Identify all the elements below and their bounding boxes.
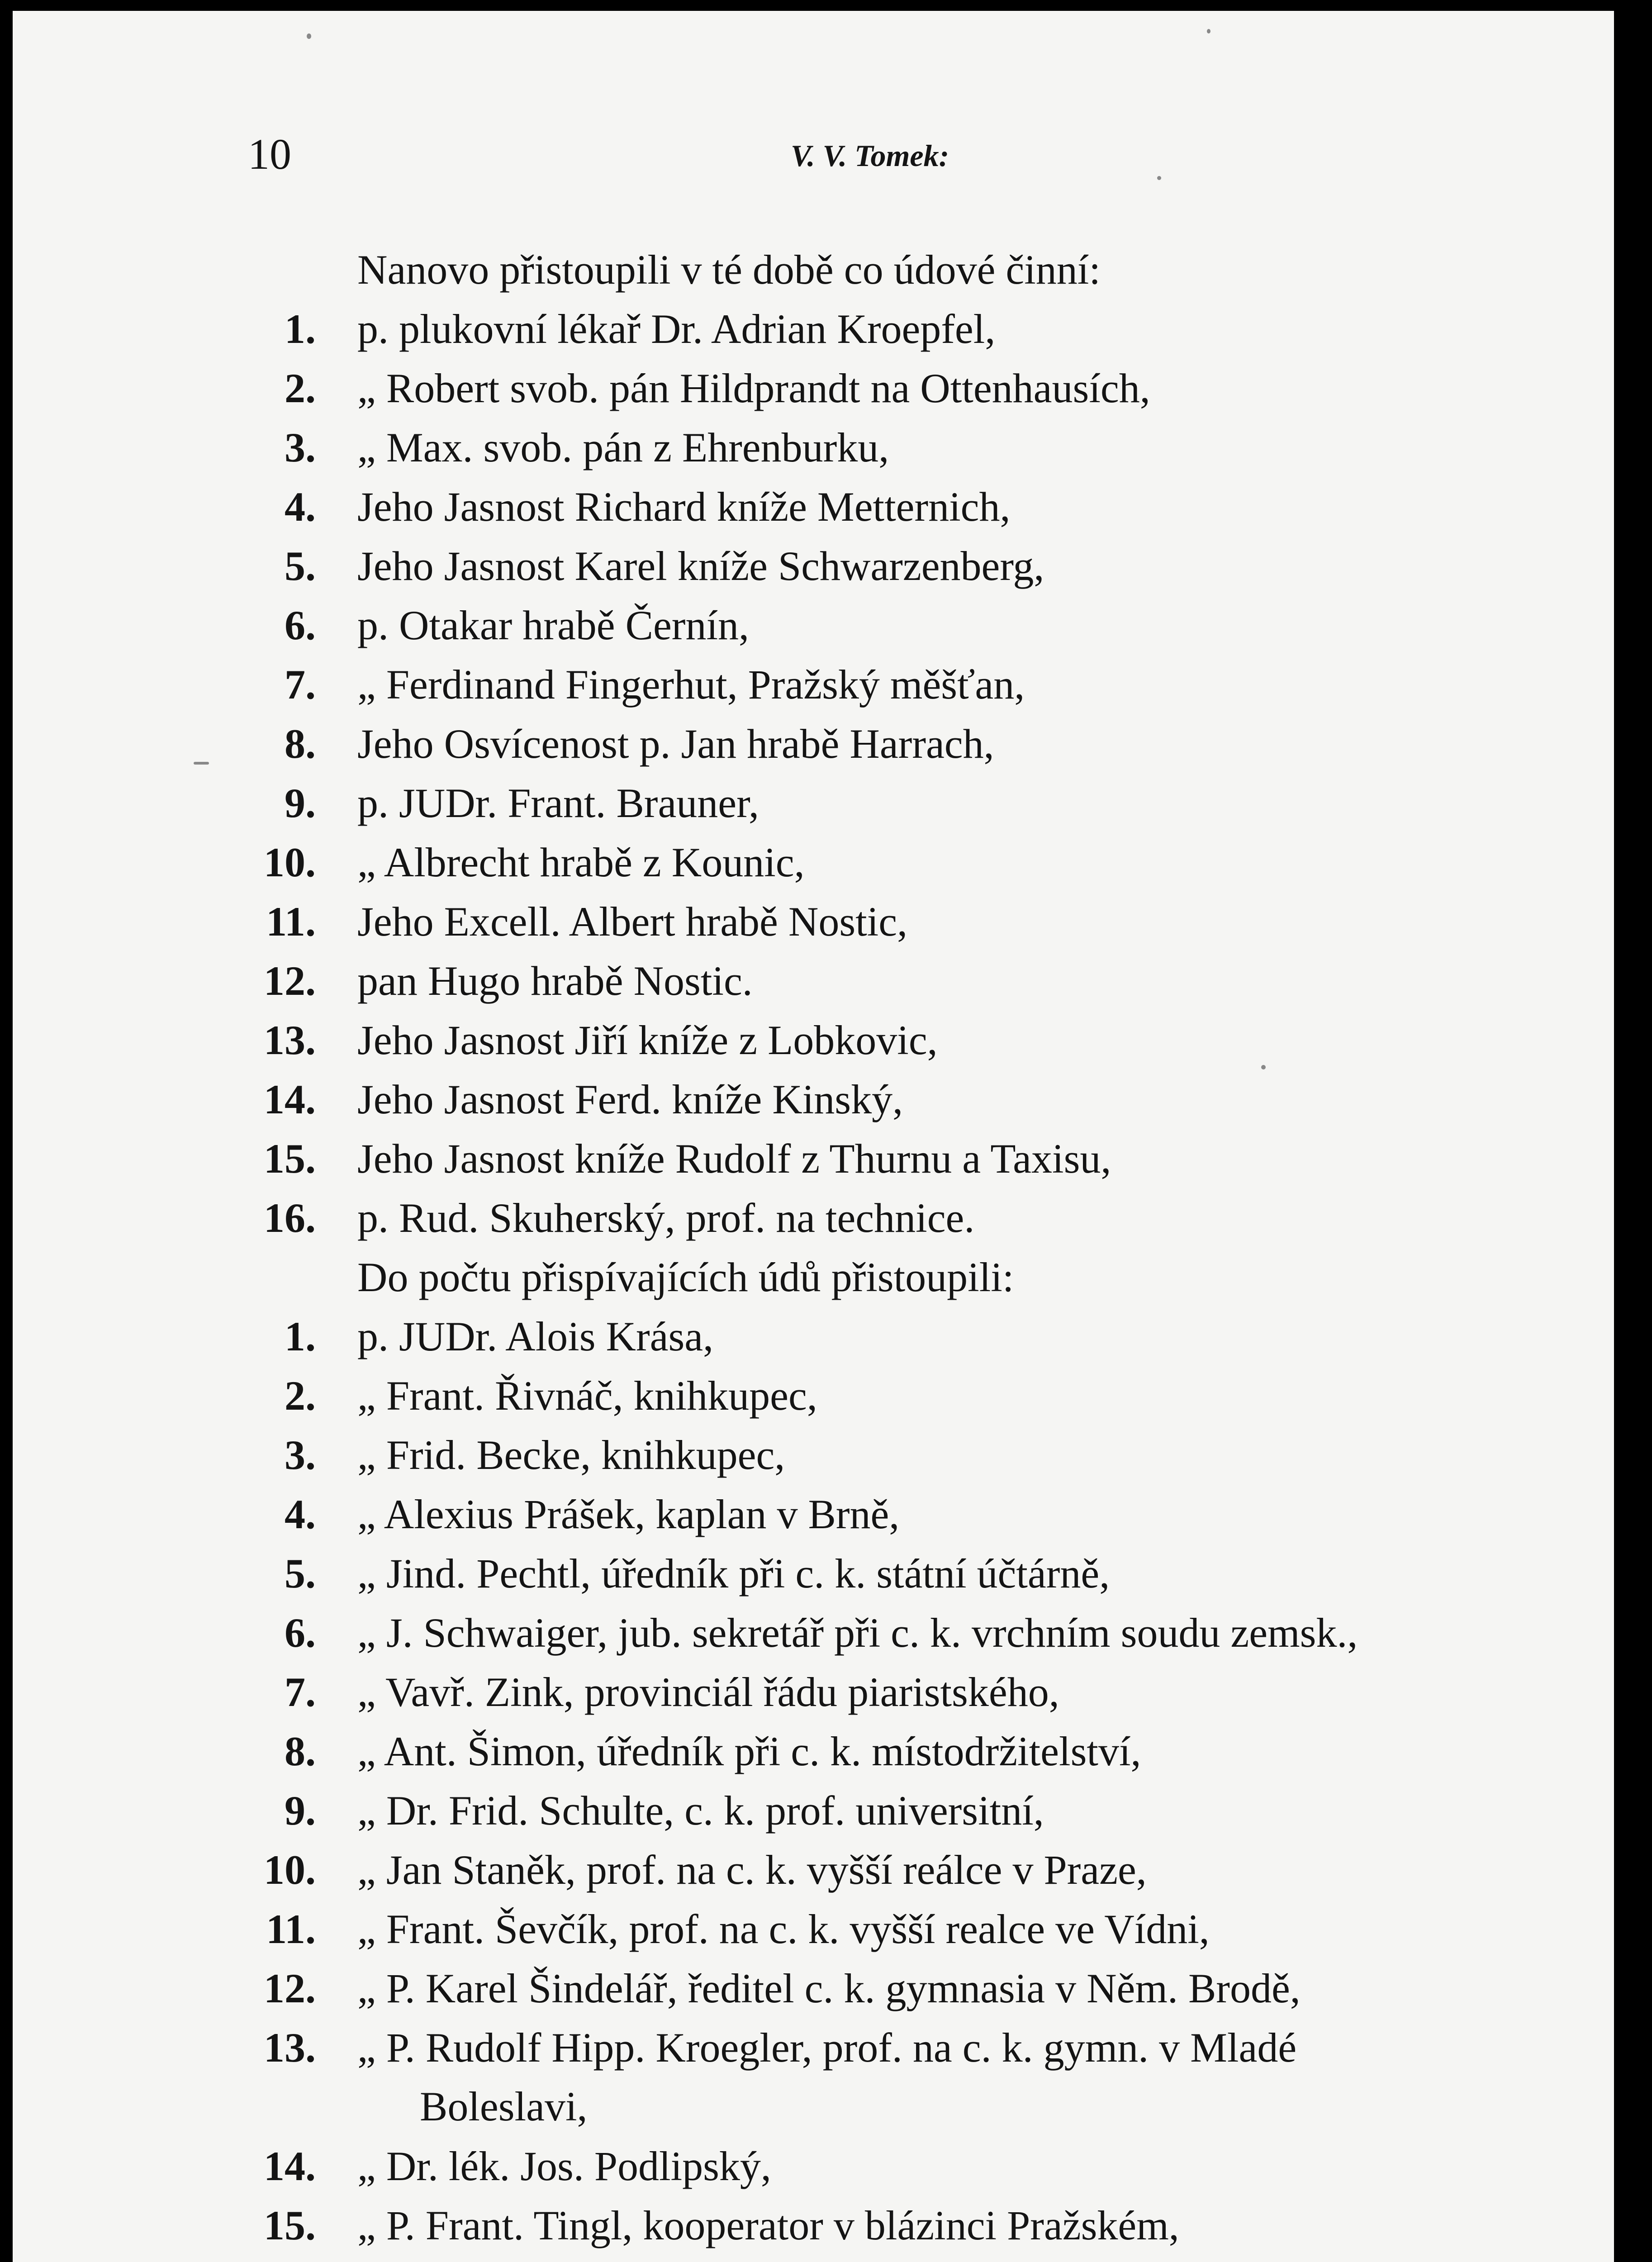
item-text: p. Otakar hrabě Černín, <box>357 602 750 648</box>
item-text: p. JUDr. Frant. Brauner, <box>357 780 760 826</box>
list-item <box>13 480 1614 539</box>
list-item <box>13 894 1614 954</box>
item-text: Jeho Osvícenost p. Jan hrabě Harrach, <box>357 721 994 767</box>
item-text: „ J. Schwaiger, jub. sekretář při c. k. vrchním soudu zemsk., <box>357 1610 1358 1656</box>
list-item <box>13 361 1614 421</box>
item-text: Jeho Jasnost Jiří kníže z Lobkovic, <box>357 1017 938 1063</box>
item-text: „ Dr. Frid. Schulte, c. k. prof. universitní, <box>357 1787 1044 1834</box>
item-number: 14. <box>264 1076 316 1122</box>
item-text: „ P. Frant. Tingl, kooperator v blázinci Pražském, <box>357 2202 1179 2248</box>
item-text: „ Max. svob. pán z Ehrenburku, <box>357 424 889 470</box>
item-number: 8. <box>285 721 316 767</box>
list-item <box>13 657 1614 717</box>
item-text <box>357 2257 1234 2262</box>
list-item <box>13 1783 1614 1843</box>
item-number: 9. <box>285 780 316 826</box>
item-number: 6. <box>285 1610 316 1656</box>
item-text: „ Frant. Řivnáč, knihkupec, <box>357 1373 817 1419</box>
item-text: „ Dr. lék. Jos. Podlipský, <box>357 2143 771 2189</box>
running-head: V. V. Tomek: <box>791 138 949 173</box>
section-heading-active-members: Nanovo přistoupili v té době co údové činní: <box>357 247 1101 293</box>
list-item <box>13 2020 1614 2129</box>
item-number: 12. <box>264 1965 316 2011</box>
item-number: 2. <box>285 1373 316 1419</box>
item-number: 14. <box>264 2143 316 2189</box>
list-item <box>13 1546 1614 1606</box>
list-item <box>13 1191 1614 1250</box>
item-number: 3. <box>285 424 316 470</box>
item-number: 4. <box>285 484 316 530</box>
item-number: 8. <box>285 1728 316 1774</box>
paper-speck <box>1157 176 1161 180</box>
book-page <box>13 11 1614 2262</box>
item-text: Jeho Jasnost Richard kníže Metternich, <box>357 484 1011 530</box>
item-text: „ Robert svob. pán Hildprandt na Ottenhausích, <box>357 365 1150 411</box>
list-item <box>13 1013 1614 1073</box>
item-number: 16. <box>264 1195 316 1241</box>
item-text: p. JUDr. Alois Krása, <box>357 1313 714 1359</box>
item-text: „ P. Karel Šindelář, ředitel c. k. gymnasia v Něm. Brodě, <box>357 1965 1301 2011</box>
item-text-continuation: Boleslavi, <box>420 2083 588 2129</box>
page-number: 10 <box>248 130 291 178</box>
list-item <box>13 1902 1614 1962</box>
section-heading-contributing-members: Do počtu přispívajících údů přistoupili: <box>357 1254 1014 1300</box>
item-text: „ Alexius Prášek, kaplan v Brně, <box>357 1491 900 1537</box>
item-number: 12. <box>264 958 316 1004</box>
item-text: „ Ferdinand Fingerhut, Pražský měšťan, <box>357 661 1025 708</box>
item-text: p. plukovní lékař Dr. Adrian Kroepfel, <box>357 306 996 352</box>
paper-speck <box>194 762 209 765</box>
item-number <box>257 2257 316 2262</box>
item-number: 13. <box>264 1017 316 1063</box>
item-number: 4. <box>285 1491 316 1537</box>
list-item <box>13 1843 1614 1902</box>
item-number: 5. <box>285 543 316 589</box>
item-text: „ Jind. Pechtl, úředník při c. k. státní účtárně, <box>357 1550 1110 1597</box>
list-item <box>13 2198 1614 2258</box>
list-item <box>13 1961 1614 2021</box>
item-number: 10. <box>264 839 316 885</box>
item-number: 1. <box>285 306 316 352</box>
list-item <box>13 1428 1614 1487</box>
list-item <box>13 2257 1614 2262</box>
item-number: 13. <box>264 2024 316 2071</box>
item-number: 11. <box>266 898 316 945</box>
item-text: pan Hugo hrabě Nostic. <box>357 958 753 1004</box>
item-number: 7. <box>285 1669 316 1715</box>
list-item <box>13 598 1614 658</box>
list-item <box>13 1606 1614 1665</box>
paper-speck <box>1261 1065 1266 1069</box>
item-text: p. Rud. Skuherský, prof. na technice. <box>357 1195 975 1241</box>
list-item <box>13 1369 1614 1428</box>
item-text: Jeho Excell. Albert hrabě Nostic, <box>357 898 908 945</box>
list-item <box>13 1665 1614 1725</box>
item-number: 11. <box>266 1906 316 1952</box>
item-number: 5. <box>285 1550 316 1597</box>
list-item <box>13 1072 1614 1132</box>
item-number: 1. <box>285 1313 316 1359</box>
item-text: „ Albrecht hrabě z Kounic, <box>357 839 805 885</box>
item-number: 7. <box>285 661 316 708</box>
list-item <box>13 302 1614 361</box>
item-number: 10. <box>264 1847 316 1893</box>
list-item <box>13 1309 1614 1369</box>
item-number: 9. <box>285 1787 316 1834</box>
paper-speck <box>1207 29 1211 33</box>
item-number: 3. <box>285 1432 316 1478</box>
item-text: Jeho Jasnost Karel kníže Schwarzenberg, <box>357 543 1044 589</box>
list-item <box>13 717 1614 776</box>
list-item <box>13 2139 1614 2199</box>
item-text: „ Frid. Becke, knihkupec, <box>357 1432 785 1478</box>
list-item <box>13 1724 1614 1784</box>
page-header <box>13 129 1614 179</box>
item-text: „ Ant. Šimon, úředník při c. k. místodržitelství, <box>357 1728 1141 1774</box>
list-item <box>13 1131 1614 1191</box>
item-text: Jeho Jasnost kníže Rudolf z Thurnu a Taxisu, <box>357 1136 1111 1182</box>
list-item <box>13 1487 1614 1547</box>
list-item <box>13 776 1614 836</box>
item-text: „ Jan Staněk, prof. na c. k. vyšší reálce v Praze, <box>357 1847 1147 1893</box>
list-item <box>13 420 1614 480</box>
list-item <box>13 835 1614 895</box>
item-number: 15. <box>264 1136 316 1182</box>
item-text: „ Frant. Ševčík, prof. na c. k. vyšší realce ve Vídni, <box>357 1906 1210 1952</box>
list-item <box>13 539 1614 599</box>
list-item <box>13 954 1614 1013</box>
item-number: 6. <box>285 602 316 648</box>
item-text: „ Vavř. Zink, provinciál řádu piaristského, <box>357 1669 1059 1715</box>
item-text: Jeho Jasnost Ferd. kníže Kinský, <box>357 1076 903 1122</box>
item-number: 15. <box>264 2202 316 2248</box>
item-number: 2. <box>285 365 316 411</box>
item-text: „ P. Rudolf Hipp. Kroegler, prof. na c. k. gymn. v Mladé <box>357 2024 1297 2071</box>
paper-speck <box>307 33 311 39</box>
